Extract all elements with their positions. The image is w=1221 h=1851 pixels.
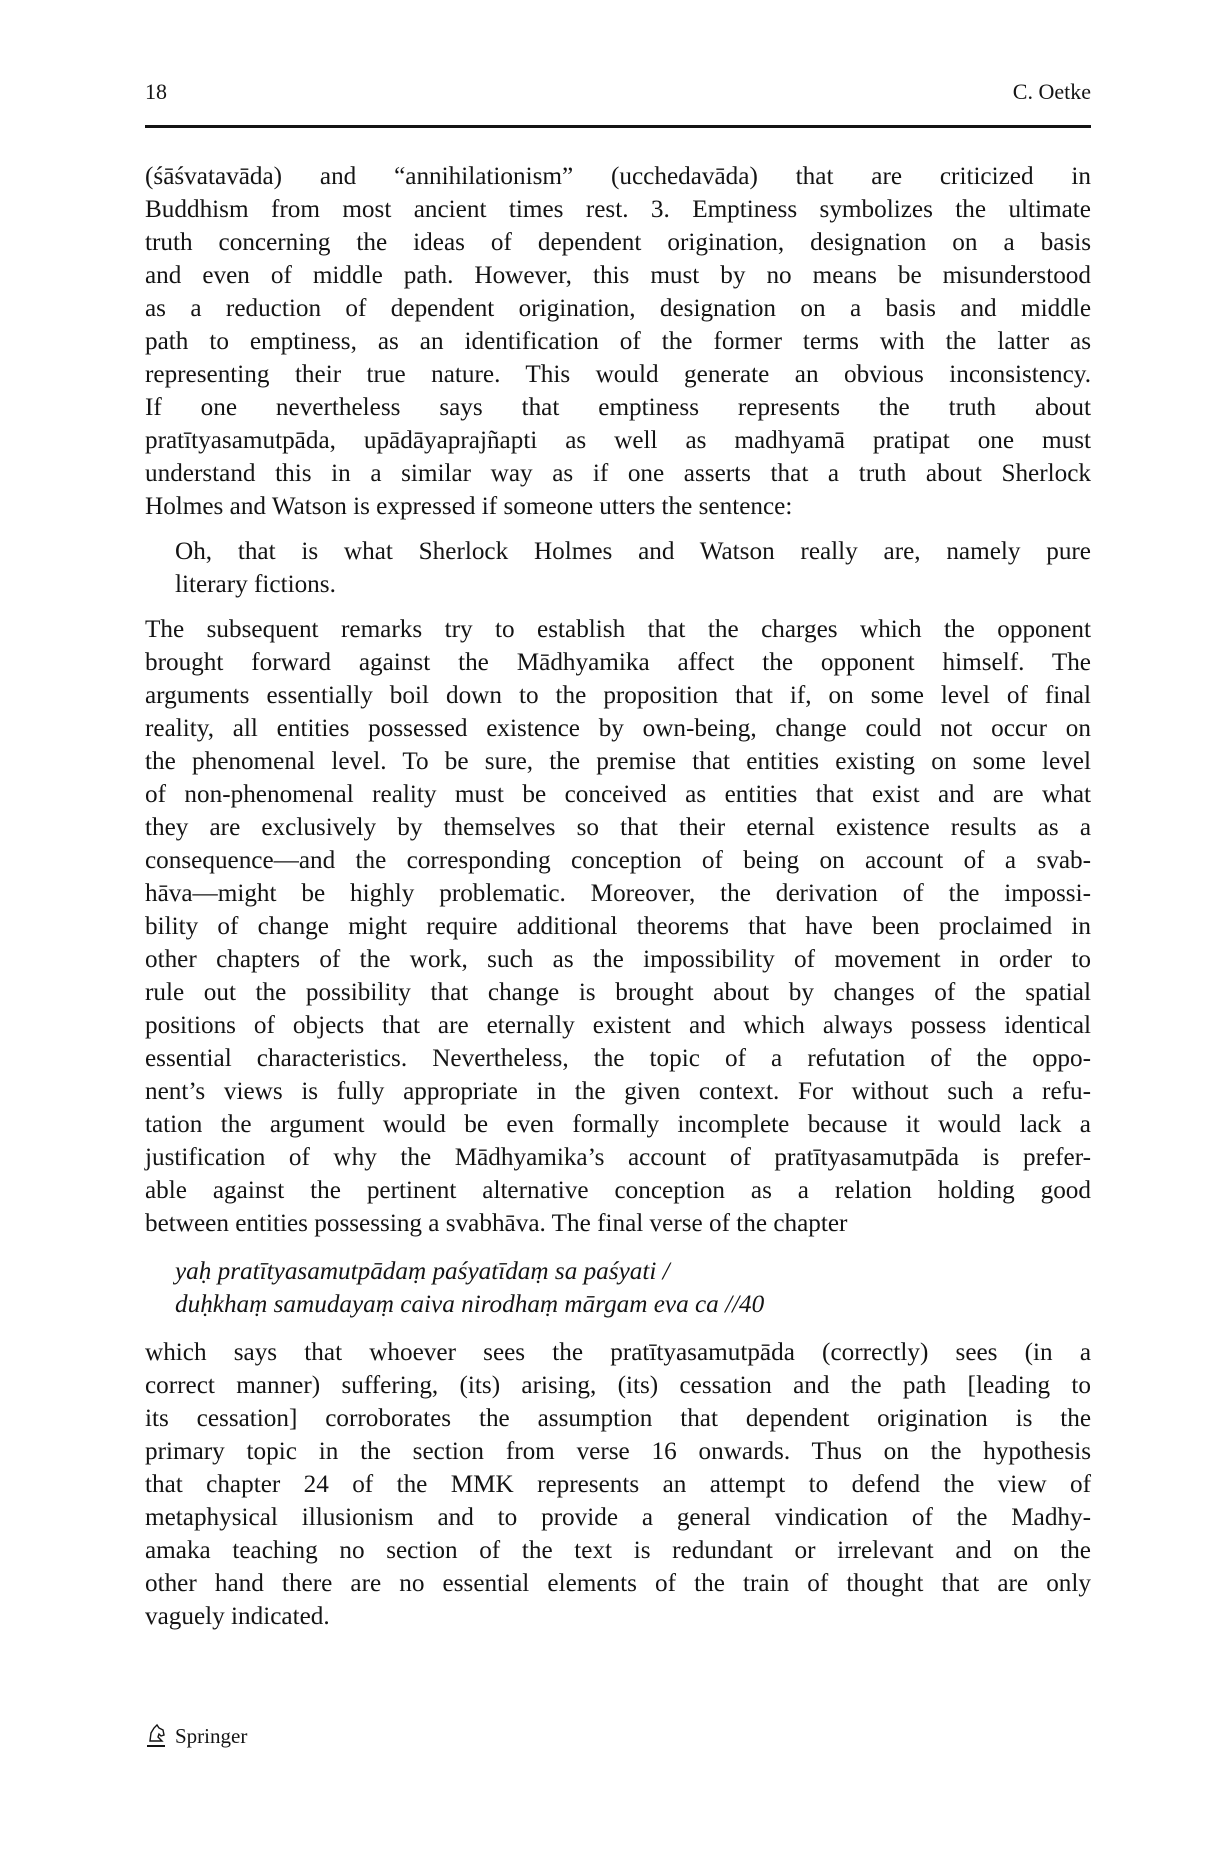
sanskrit-verse: [145, 1255, 1091, 1321]
page-body: [145, 160, 1091, 1633]
text-line: rule out the possibility that change is brought about by changes of the spatial: [145, 979, 1091, 1006]
text-line: brought forward against the Mādhyamika affect the opponent himself. The: [145, 649, 1091, 676]
text-line: which says that whoever sees the pratītyasamutpāda (correctly) sees (in a: [145, 1339, 1091, 1366]
quote-line: literary fictions.: [175, 571, 336, 598]
text-line: primary topic in the section from verse 16 onwards. Thus on the hypothesis: [145, 1438, 1091, 1465]
publisher-footer: [145, 1723, 247, 1749]
text-line: positions of objects that are eternally existent and which always possess identical: [145, 1012, 1091, 1039]
text-line: nent’s views is fully appropriate in the given context. For without such a refu-: [145, 1078, 1091, 1105]
block-quote: [145, 535, 1091, 601]
text-line: If one nevertheless says that emptiness represents the truth about: [145, 394, 1091, 421]
text-line: understand this in a similar way as if one asserts that a truth about Sherlock: [145, 460, 1091, 487]
text-line: metaphysical illusionism and to provide a general vindication of the Madhy-: [145, 1504, 1091, 1531]
text-line: hāva—might be highly problematic. Moreover, the derivation of the impossi-: [145, 880, 1091, 907]
text-line: that chapter 24 of the MMK represents an attempt to defend the view of: [145, 1471, 1091, 1498]
paragraph-1: [145, 160, 1091, 523]
text-line: they are exclusively by themselves so that their eternal existence results as a: [145, 814, 1091, 841]
text-line: Holmes and Watson is expressed if someone utters the sentence:: [145, 493, 793, 520]
springer-horse-icon: [145, 1723, 167, 1749]
text-line: consequence—and the corresponding conception of being on account of a svab-: [145, 847, 1091, 874]
text-line: the phenomenal level. To be sure, the premise that entities existing on some level: [145, 748, 1091, 775]
running-header: [145, 79, 1091, 107]
text-line: and even of middle path. However, this must by no means be misunderstood: [145, 262, 1091, 289]
paragraph-3: [145, 1336, 1091, 1633]
text-line: The subsequent remarks try to establish that the charges which the opponent: [145, 616, 1091, 643]
text-line: representing their true nature. This would generate an obvious inconsistency.: [145, 361, 1091, 388]
text-line: pratītyasamutpāda, upādāyaprajñapti as well as madhyamā pratipat one must: [145, 427, 1091, 454]
text-line: Buddhism from most ancient times rest. 3. Emptiness symbolizes the ultimate: [145, 196, 1091, 223]
text-line: able against the pertinent alternative conception as a relation holding good: [145, 1177, 1091, 1204]
quote-line: Oh, that is what Sherlock Holmes and Watson really are, namely pure: [175, 538, 1091, 565]
text-line: between entities possessing a svabhāva. The final verse of the chapter: [145, 1210, 848, 1237]
text-line: arguments essentially boil down to the proposition that if, on some level of final: [145, 682, 1091, 709]
text-line: amaka teaching no section of the text is redundant or irrelevant and on the: [145, 1537, 1091, 1564]
text-line: essential characteristics. Nevertheless, the topic of a refutation of the oppo-: [145, 1045, 1091, 1072]
text-line: path to emptiness, as an identification of the former terms with the latter as: [145, 328, 1091, 355]
text-line: vaguely indicated.: [145, 1603, 330, 1630]
text-line: of non-phenomenal reality must be conceived as entities that exist and are what: [145, 781, 1091, 808]
text-line: correct manner) suffering, (its) arising, (its) cessation and the path [leading to: [145, 1372, 1091, 1399]
text-line: its cessation] corroborates the assumption that dependent origination is the: [145, 1405, 1091, 1432]
text-line: bility of change might require additional theorems that have been proclaimed in: [145, 913, 1091, 940]
text-line: justification of why the Mādhyamika’s account of pratītyasamutpāda is prefer-: [145, 1144, 1091, 1171]
verse-line: duḥkhaṃ samudayaṃ caiva nirodhaṃ mārgam eva ca //40: [175, 1291, 765, 1318]
text-line: reality, all entities possessed existence by own-being, change could not occur on: [145, 715, 1091, 742]
text-line: tation the argument would be even formally incomplete because it would lack a: [145, 1111, 1091, 1138]
text-line: as a reduction of dependent origination, designation on a basis and middle: [145, 295, 1091, 322]
paragraph-2: [145, 613, 1091, 1240]
page-number: 18: [145, 79, 167, 104]
text-line: (śāśvatavāda) and “annihilationism” (ucchedavāda) that are criticized in: [145, 163, 1091, 190]
publisher-name: Springer: [175, 1723, 248, 1748]
running-author: C. Oetke: [1012, 79, 1091, 104]
text-line: other chapters of the work, such as the impossibility of movement in order to: [145, 946, 1091, 973]
verse-line: yaḥ pratītyasamutpādaṃ paśyatīdaṃ sa paśyati /: [175, 1258, 670, 1285]
header-rule: [145, 125, 1091, 128]
text-line: truth concerning the ideas of dependent origination, designation on a basis: [145, 229, 1091, 256]
text-line: other hand there are no essential elements of the train of thought that are only: [145, 1570, 1091, 1597]
